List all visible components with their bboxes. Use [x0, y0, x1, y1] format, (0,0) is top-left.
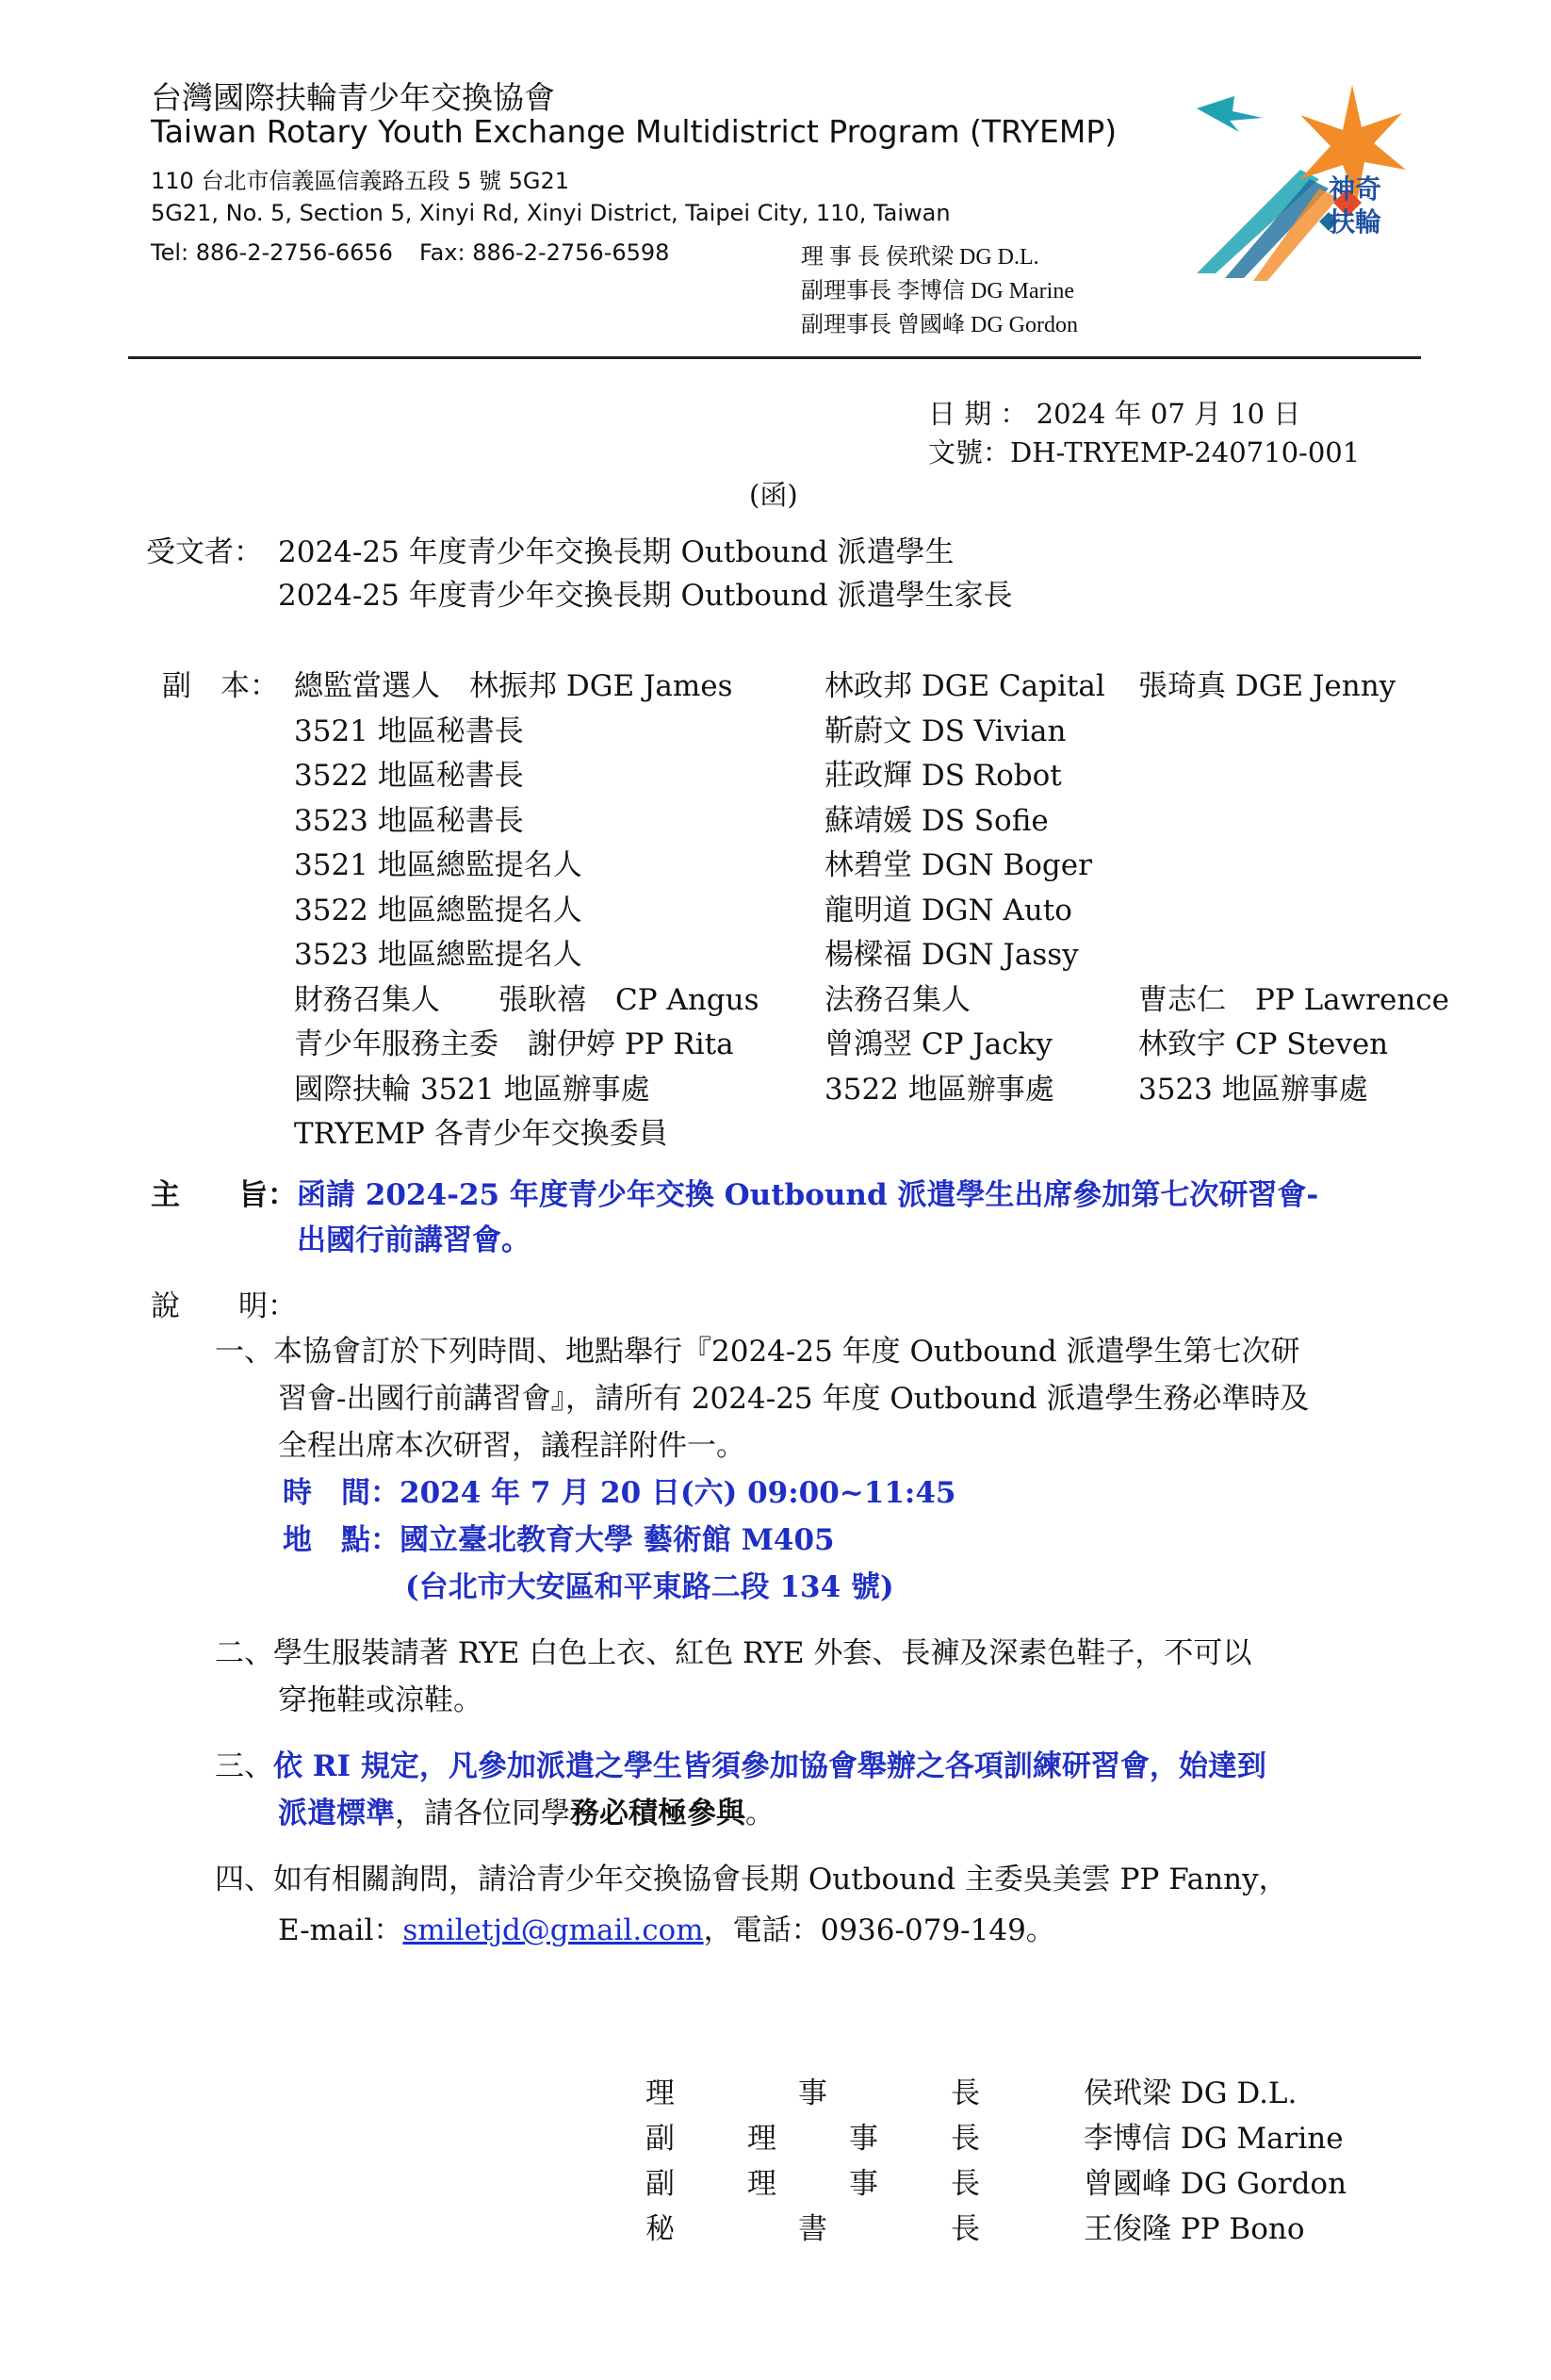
cc-entry: 蘇靖媛 DS Sofie — [824, 803, 1049, 838]
item4-line-1: 四、如有相關詢問，請洽青少年交換協會長期 Outbound 主委吳美雲 PP Fanny， — [215, 1863, 1288, 1896]
cc-entry: 林政邦 DGE Capital — [824, 669, 1105, 703]
logo-text-2: 扶輪 — [1329, 206, 1382, 238]
item3-line-2 — [278, 1789, 775, 1831]
event-time: 時 間：2024 年 7 月 20 日(六) 09:00~11:45 — [283, 1476, 956, 1510]
officer-1 — [801, 238, 1039, 271]
cc-entry: 3522 地區辦事處 — [824, 1072, 1054, 1107]
signature-title-char: 理 — [747, 2167, 776, 2201]
cc-entry: 國際扶輪 3521 地區辦事處 — [294, 1072, 650, 1107]
cc-entry: 林碧堂 DGN Boger — [824, 848, 1092, 882]
item3-emphasis: 務必積極參與 — [570, 1797, 745, 1830]
rotary-magic-logo — [1159, 75, 1461, 283]
doc-date: 日 期 ： 2024 年 07 月 10 日 — [928, 398, 1301, 430]
logo-text-1: 神奇 — [1329, 173, 1382, 205]
cc-entry: TRYEMP 各青少年交換委員 — [294, 1117, 668, 1151]
signature-name: 王俊隆 PP Bono — [1084, 2212, 1305, 2246]
star-logo-icon — [1159, 75, 1461, 283]
item3-standard: 派遣標準 — [278, 1797, 395, 1830]
address-en: 5G21, No. 5, Section 5, Xinyi Rd, Xinyi District, Taipei City, 110, Taiwan — [151, 200, 951, 226]
signature-title-char: 事 — [849, 2167, 878, 2201]
signature-title — [645, 2159, 980, 2202]
signature-title-char: 事 — [798, 2076, 827, 2110]
officer-title: 副理事長 — [801, 313, 891, 337]
signature-title-char: 長 — [951, 2212, 980, 2246]
recipient-line-1: 2024-25 年度青少年交換長期 Outbound 派遣學生 — [278, 535, 955, 569]
signature-title-char: 秘 — [645, 2212, 675, 2246]
event-place: 地 點：國立臺北教育大學 藝術館 M405 — [283, 1523, 835, 1557]
cc-entry: 總監當選人 林振邦 DGE James — [294, 669, 733, 703]
cc-label: 副 本： — [162, 669, 279, 703]
item1-line-2: 習會-出國行前講習會』，請所有 2024-25 年度 Outbound 派遣學生務必準時及 — [278, 1382, 1310, 1416]
signature-title — [645, 2114, 980, 2157]
officer-name: 侯玳梁 DG D.L. — [886, 245, 1039, 270]
signature-title — [645, 2069, 980, 2111]
cc-entry: 張琦真 DGE Jenny — [1138, 669, 1396, 703]
email-link[interactable]: smiletjd@gmail.com — [402, 1913, 704, 1947]
officer-name: 曾國峰 DG Gordon — [897, 313, 1078, 337]
subject-label: 主 旨： — [151, 1178, 297, 1212]
signature-name: 曾國峰 DG Gordon — [1084, 2167, 1347, 2201]
signature-title-char: 長 — [951, 2167, 980, 2201]
item3-prefix: 三、 — [215, 1749, 273, 1783]
recipient-line-2: 2024-25 年度青少年交換長期 Outbound 派遣學生家長 — [278, 579, 1013, 613]
cc-entry: 楊樑福 DGN Jassy — [824, 938, 1079, 972]
org-name-en: Taiwan Rotary Youth Exchange Multidistrict Program (TRYEMP) — [151, 113, 1118, 150]
cc-entry: 法務召集人 — [824, 982, 971, 1017]
officer-title: 理 事 長 — [801, 245, 880, 270]
signature-title-char: 長 — [951, 2122, 980, 2156]
org-name-zh: 台灣國際扶輪青少年交換協會 — [151, 79, 555, 116]
signature-title-char: 理 — [645, 2076, 675, 2110]
cc-entry: 3523 地區辦事處 — [1138, 1072, 1368, 1107]
signature-title-char: 副 — [645, 2167, 675, 2201]
cc-entry: 3523 地區秘書長 — [294, 803, 524, 838]
cc-entry: 3521 地區秘書長 — [294, 714, 524, 748]
signature-name: 李博信 DG Marine — [1084, 2122, 1344, 2156]
officer-3 — [801, 305, 1078, 338]
cc-entry: 林致宇 CP Steven — [1138, 1027, 1389, 1061]
signature-title-char: 事 — [849, 2122, 878, 2156]
signature-name: 侯玳梁 DG D.L. — [1084, 2076, 1298, 2110]
officer-2 — [801, 271, 1074, 304]
subject-line-1: 函請 2024-25 年度青少年交換 Outbound 派遣學生出席參加第七次研習會- — [297, 1178, 1319, 1212]
cc-entry: 青少年服務主委 謝伊婷 PP Rita — [294, 1027, 734, 1061]
signature-title-char: 理 — [747, 2122, 776, 2156]
item4-line-2 — [278, 1906, 1055, 1948]
cc-entry: 龍明道 DGN Auto — [824, 893, 1072, 927]
event-address: (台北市大安區和平東路二段 134 號) — [405, 1570, 894, 1604]
recipient-label: 受文者： — [146, 535, 263, 569]
item3-rule: 依 RI 規定，凡參加派遣之學生皆須參加協會舉辦之各項訓練研習會，始達到 — [273, 1749, 1266, 1783]
cc-entry: 莊政輝 DS Robot — [824, 759, 1062, 793]
phone-text: ，電話：0936-079-149。 — [703, 1913, 1055, 1947]
officer-name: 李博信 DG Marine — [897, 279, 1074, 304]
signature-title-char: 長 — [951, 2076, 980, 2110]
cc-entry: 3522 地區總監提名人 — [294, 893, 582, 927]
explain-label: 說 明： — [151, 1289, 297, 1323]
cc-entry: 曹志仁 PP Lawrence — [1138, 982, 1450, 1017]
officer-title: 副理事長 — [801, 279, 891, 304]
subject-line-2: 出國行前講習會。 — [297, 1223, 531, 1257]
item3-line-1 — [215, 1742, 1266, 1784]
signature-title — [645, 2205, 980, 2247]
doc-number: 文號：DH-TRYEMP-240710-001 — [928, 436, 1361, 468]
item3-end: 。 — [745, 1797, 775, 1830]
cc-entry: 3522 地區秘書長 — [294, 759, 524, 793]
cc-entry: 曾鴻翌 CP Jacky — [824, 1027, 1053, 1061]
cc-entry: 3521 地區總監提名人 — [294, 848, 582, 882]
item2-line-2: 穿拖鞋或涼鞋。 — [278, 1683, 482, 1717]
cc-entry: 財務召集人 張耿禧 CP Angus — [294, 982, 759, 1017]
fax: Fax: 886-2-2756-6598 — [419, 239, 670, 266]
signature-title-char: 副 — [645, 2122, 675, 2156]
item1-line-1: 一、本協會訂於下列時間、地點舉行『2024-25 年度 Outbound 派遣學生第七次研 — [215, 1335, 1300, 1369]
signature-title-char: 書 — [798, 2212, 827, 2246]
address-zh: 110 台北市信義區信義路五段 5 號 5G21 — [151, 168, 569, 194]
item3-rest: ，請各位同學 — [395, 1797, 570, 1830]
item2-line-1: 二、學生服裝請著 RYE 白色上衣、紅色 RYE 外套、長褲及深素色鞋子，不可以 — [215, 1636, 1252, 1670]
header-divider — [128, 356, 1421, 359]
cc-entry: 靳蔚文 DS Vivian — [824, 714, 1067, 748]
item1-line-3: 全程出席本次研習，議程詳附件一。 — [278, 1429, 745, 1463]
email-label: E-mail： — [278, 1913, 403, 1947]
tel: Tel: 886-2-2756-6656 — [151, 239, 393, 266]
doc-type: (函) — [749, 479, 798, 511]
cc-entry: 3523 地區總監提名人 — [294, 938, 582, 972]
